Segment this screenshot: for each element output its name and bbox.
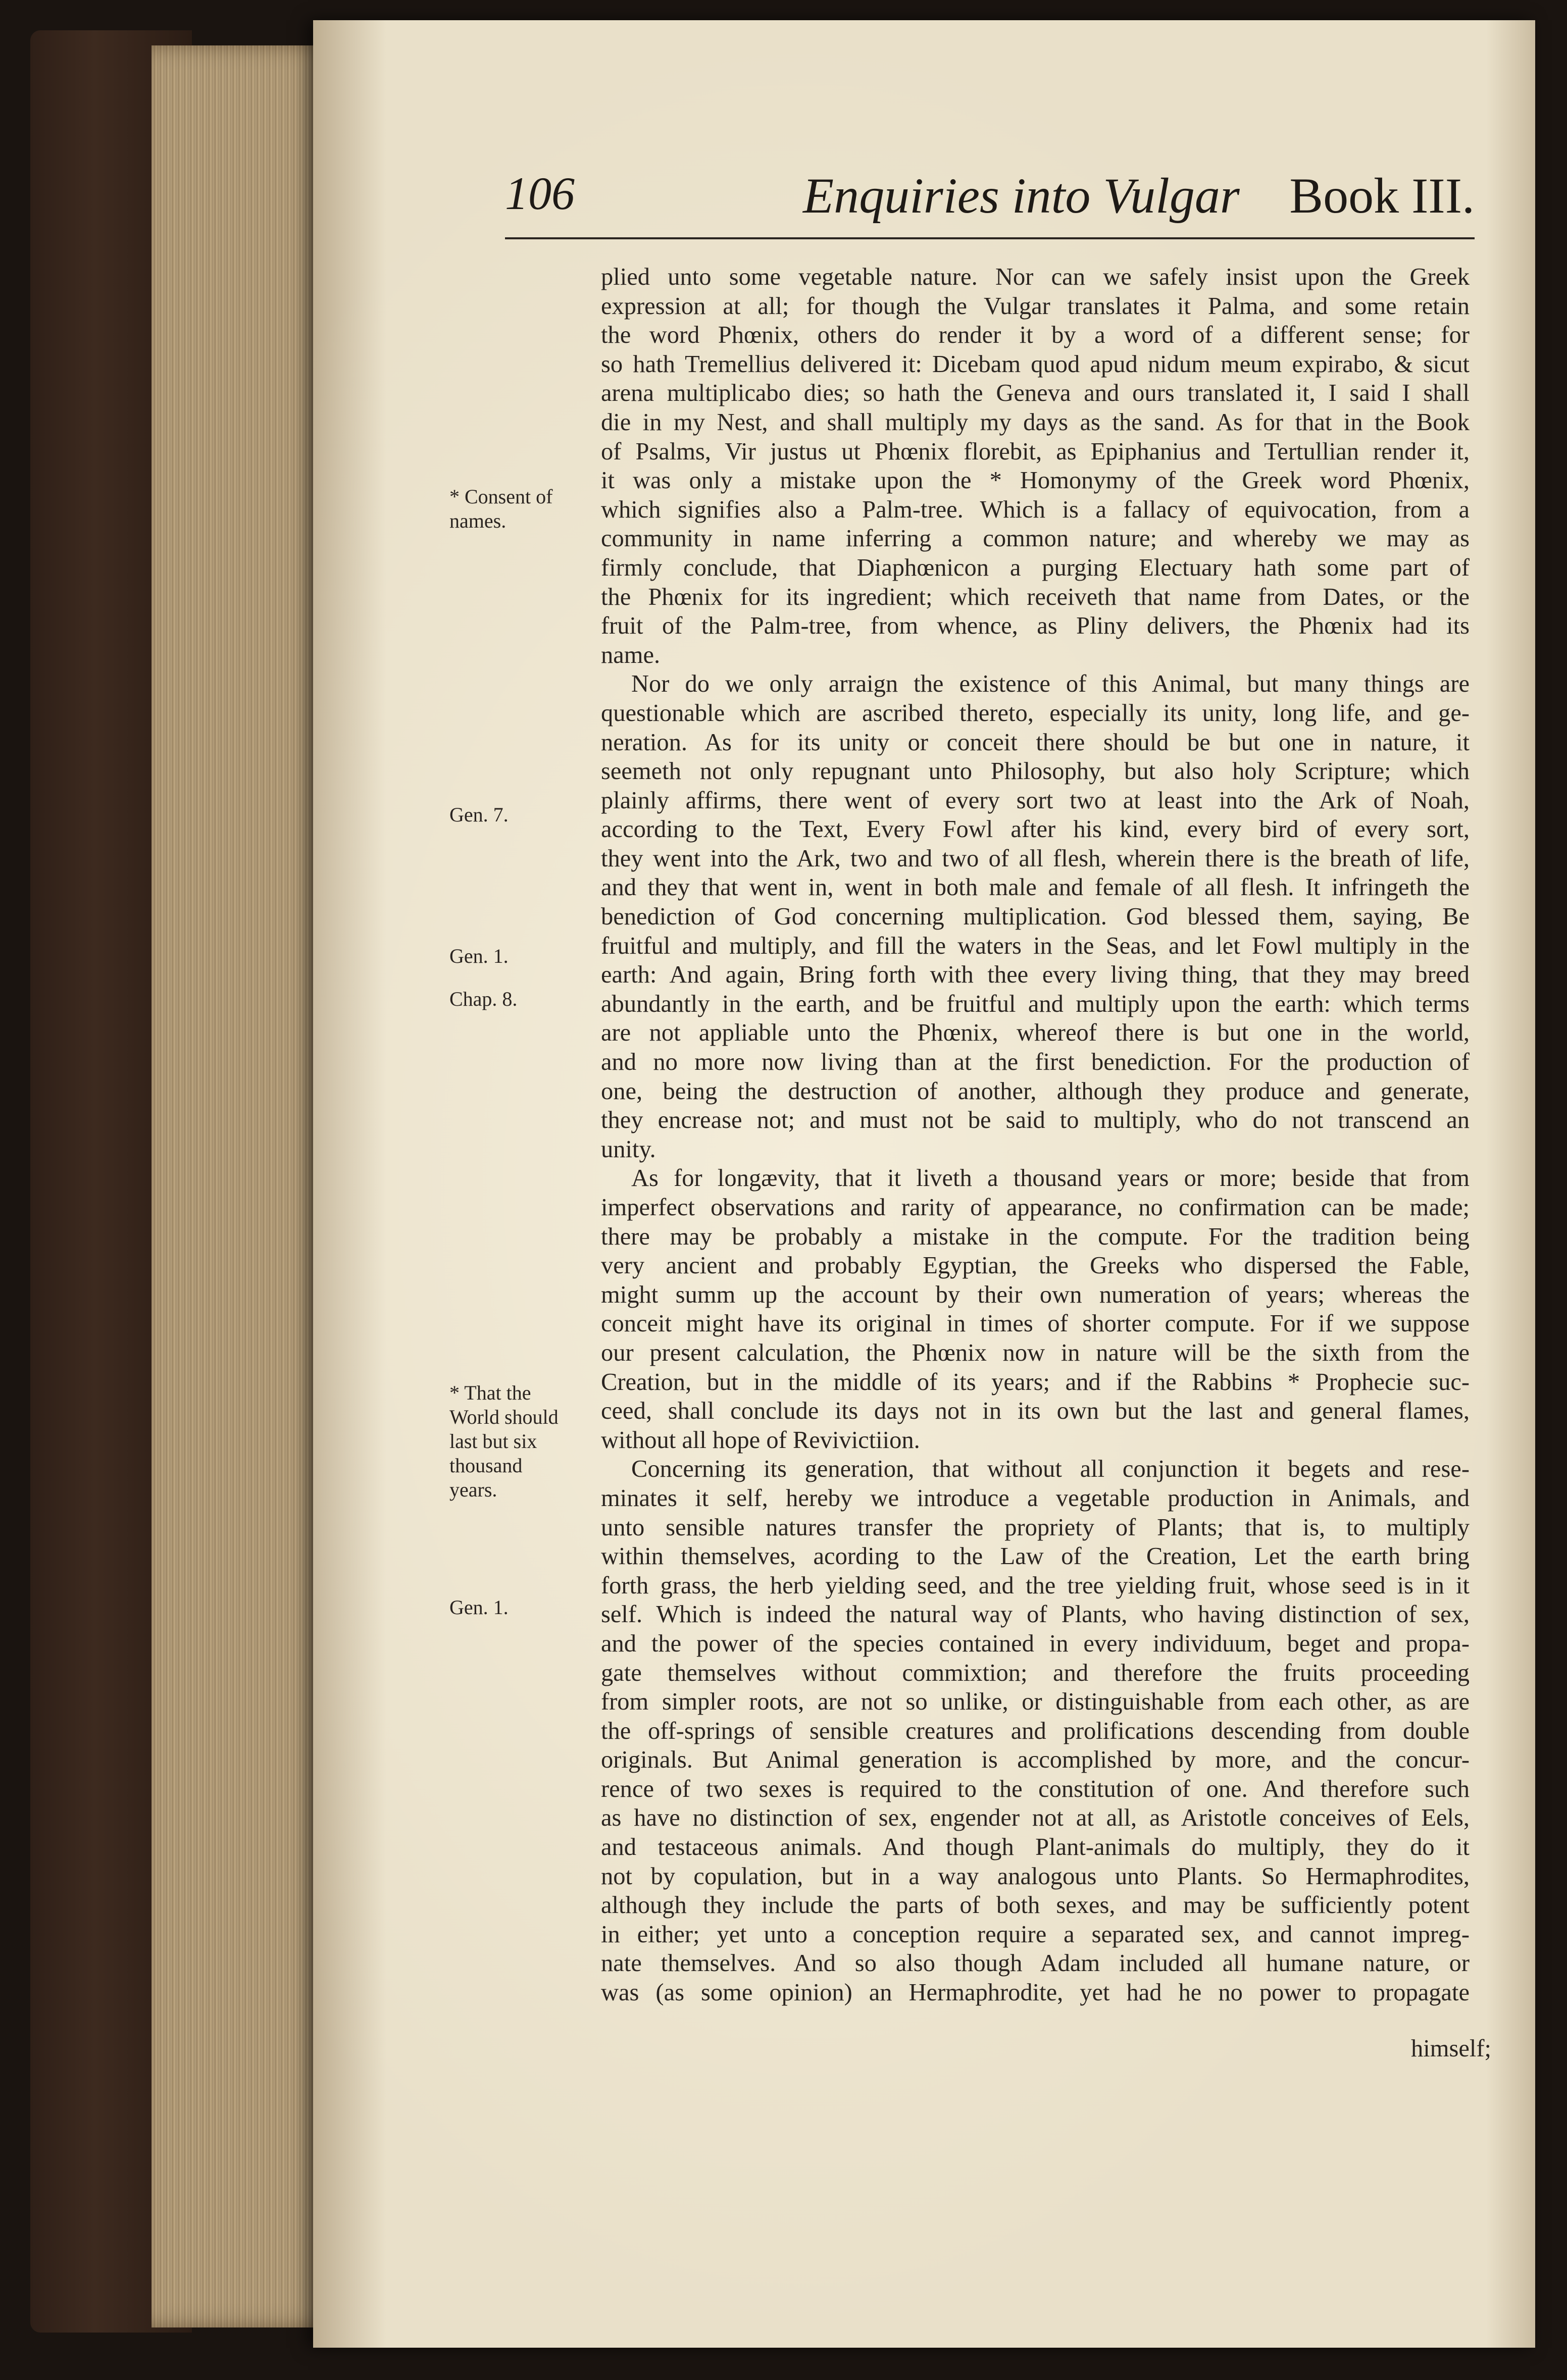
body-line: unto sensible natures transfer the propriety of Plants; that is, to multiply [601,1514,1470,1541]
body-line: Concerning its generation, that without all conjunction it begets and rese- [631,1456,1470,1483]
body-line: although they include the parts of both sexes, and may be sufficiently potent [601,1892,1470,1919]
book-label: Book III. [1289,168,1475,224]
margin-note-line: World should [449,1406,559,1428]
body-line: Creation, but in the middle of its years; and if the Rabbins * Prophecie suc- [601,1368,1470,1395]
body-line: conceit might have its original in times of shorter compute. For if we suppose [601,1310,1470,1337]
body-line: rence of two sexes is required to the constitution of one. And therefore such [601,1775,1470,1802]
body-line: neration. As for its unity or conceit there should be but one in nature, it [601,729,1470,756]
body-line: plied unto some vegetable nature. Nor can we safely insist upon the Greek [601,264,1470,290]
body-line: it was only a mistake upon the * Homonymy of the Greek word Phœnix, [601,467,1470,494]
body-line: community in name inferring a common nature; and whereby we may as [601,525,1470,552]
margin-note-line: thousand [449,1454,523,1477]
body-text [601,263,1470,2007]
body-line: as have no distinction of sex, engender not at all, as Aristotle conceives of Eels, [601,1804,1470,1832]
margin-note-line: names. [449,509,507,532]
body-line: As for longævity, that it liveth a thousand years or more; beside that from [631,1165,1470,1192]
body-line: not by copulation, but in a way analogous unto Plants. So Hermaphrodites, [601,1862,1470,1890]
body-line: in either; yet unto a conception require a separated sex, and cannot impreg- [601,1921,1470,1948]
body-line: questionable which are ascribed thereto, especially its unity, long life, and ge- [601,699,1470,727]
body-line: our present calculation, the Phœnix now in nature will be the sixth from the [601,1339,1470,1366]
body-line: die in my Nest, and shall multiply my days as the sand. As for that in the Book [601,408,1470,436]
body-line: without all hope of Revivictiion. [601,1426,920,1454]
margin-note-line: Gen. 1. [449,945,509,967]
body-line: the Phœnix for its ingredient; which receiveth that name from Dates, or the [601,583,1470,610]
body-line: of Psalms, Vir justus ut Phœnix florebit, as Epiphanius and Tertullian render it, [601,438,1470,465]
body-line: fruitful and multiply, and fill the waters in the Seas, and let Fowl multiply in the [601,932,1470,959]
body-line: the off-springs of sensible creatures and prolifications descending from double [601,1717,1470,1744]
body-line: they went into the Ark, two and two of all flesh, wherein there is the breath of life, [601,845,1470,872]
body-line: might summ up the account by their own numeration of years; whereas the [601,1281,1470,1308]
body-line: within themselves, acording to the Law of the Creation, Let the earth bring [601,1543,1470,1570]
body-line: they encrease not; and must not be said to multiply, who do not transcend an [601,1107,1470,1134]
body-line: was (as some opinion) an Hermaphrodite, yet had he no power to propagate [601,1979,1470,2006]
body-line: benediction of God concerning multiplication. God blessed them, saying, Be [601,903,1470,930]
page-number: 106 [505,168,575,219]
body-line: one, being the destruction of another, although they produce and generate, [601,1077,1470,1105]
body-line: Nor do we only arraign the existence of this Animal, but many things are [631,670,1470,698]
body-line: plainly affirms, there went of every sort two at least into the Ark of Noah, [601,787,1470,814]
body-line: earth: And again, Bring forth with thee every living thing, that they may breed [601,961,1470,989]
body-line: there may be probably a mistake in the compute. For the tradition being [601,1223,1470,1250]
body-line: self. Which is indeed the natural way of Plants, who having distinction of sex, [601,1601,1470,1628]
body-line: gate themselves without commixtion; and therefore the fruits proceeding [601,1659,1470,1686]
body-line: very ancient and probably Egyptian, the Greeks who dispersed the Fable, [601,1252,1470,1279]
body-line: forth grass, the herb yielding seed, and the tree yielding fruit, whose seed is in it [601,1572,1470,1599]
running-head [505,167,1475,239]
margin-note-gen1-second [449,1595,581,1620]
margin-note-line: last but six [449,1430,537,1453]
margin-note-chap8 [449,987,581,1011]
body-line: imperfect observations and rarity of appearance, no confirmation can be made; [601,1194,1470,1221]
body-line: unity. [601,1135,656,1163]
body-line: abundantly in the earth, and be fruitful and multiply upon the earth: which terms [601,990,1470,1017]
margin-note-gen1 [449,944,581,968]
body-line: name. [601,641,661,668]
body-line: seemeth not only repugnant unto Philosophy, but also holy Scripture; which [601,758,1470,785]
catchword: himself; [1411,2035,1491,2062]
body-line: are not appliable unto the Phœnix, whereof there is but one in the world, [601,1019,1470,1047]
margin-note-line: Gen. 1. [449,1596,509,1619]
body-line: and the power of the species contained in every individuum, beget and propa- [601,1630,1470,1657]
body-line: so hath Tremellius delivered it: Dicebam quod apud nidum meum expirabo, & sicut [601,350,1470,378]
margin-note-six-thousand [449,1381,581,1502]
margin-note-line: * That the [449,1381,531,1404]
body-line: which signifies also a Palm-tree. Which is a fallacy of equivocation, from a [601,496,1470,523]
body-line: from simpler roots, are not so unlike, or distinguishable from each other, as are [601,1688,1470,1716]
body-line: according to the Text, Every Fowl after his kind, every bird of every sort, [601,816,1470,843]
margin-note-line: Gen. 7. [449,803,509,826]
body-line: firmly conclude, that Diaphœnicon a purging Electuary hath some part of [601,554,1470,581]
body-line: ceed, shall conclude its days not in its own but the last and general flames, [601,1398,1470,1425]
body-line: and no more now living than at the first benediction. For the production of [601,1049,1470,1076]
margin-note-line: years. [449,1478,497,1501]
margin-note-gen7 [449,803,581,827]
margin-note-consent [449,485,581,533]
body-line: fruit of the Palm-tree, from whence, as Pliny delivers, the Phœnix had its [601,612,1470,640]
running-title: Enquiries into Vulgar [803,168,1240,224]
body-line: the word Phœnix, others do render it by a word of a different sense; for [601,322,1470,349]
margin-note-line: Chap. 8. [449,988,518,1010]
body-line: minates it self, hereby we introduce a vegetable production in Animals, and [601,1484,1470,1512]
body-line: originals. But Animal generation is accomplished by more, and the concur- [601,1746,1470,1774]
page-block-edge [151,45,333,2327]
body-line: and they that went in, went in both male and female of all flesh. It infringeth the [601,874,1470,901]
margin-note-line: * Consent of [449,485,553,508]
body-line: and testaceous animals. And though Plant-animals do multiply, they do it [601,1834,1470,1861]
body-line: nate themselves. And so also though Adam included all humane nature, or [601,1950,1470,1977]
body-line: expression at all; for though the Vulgar translates it Palma, and some retain [601,292,1470,320]
body-line: arena multiplicabo dies; so hath the Geneva and ours translated it, I said I shall [601,380,1470,407]
